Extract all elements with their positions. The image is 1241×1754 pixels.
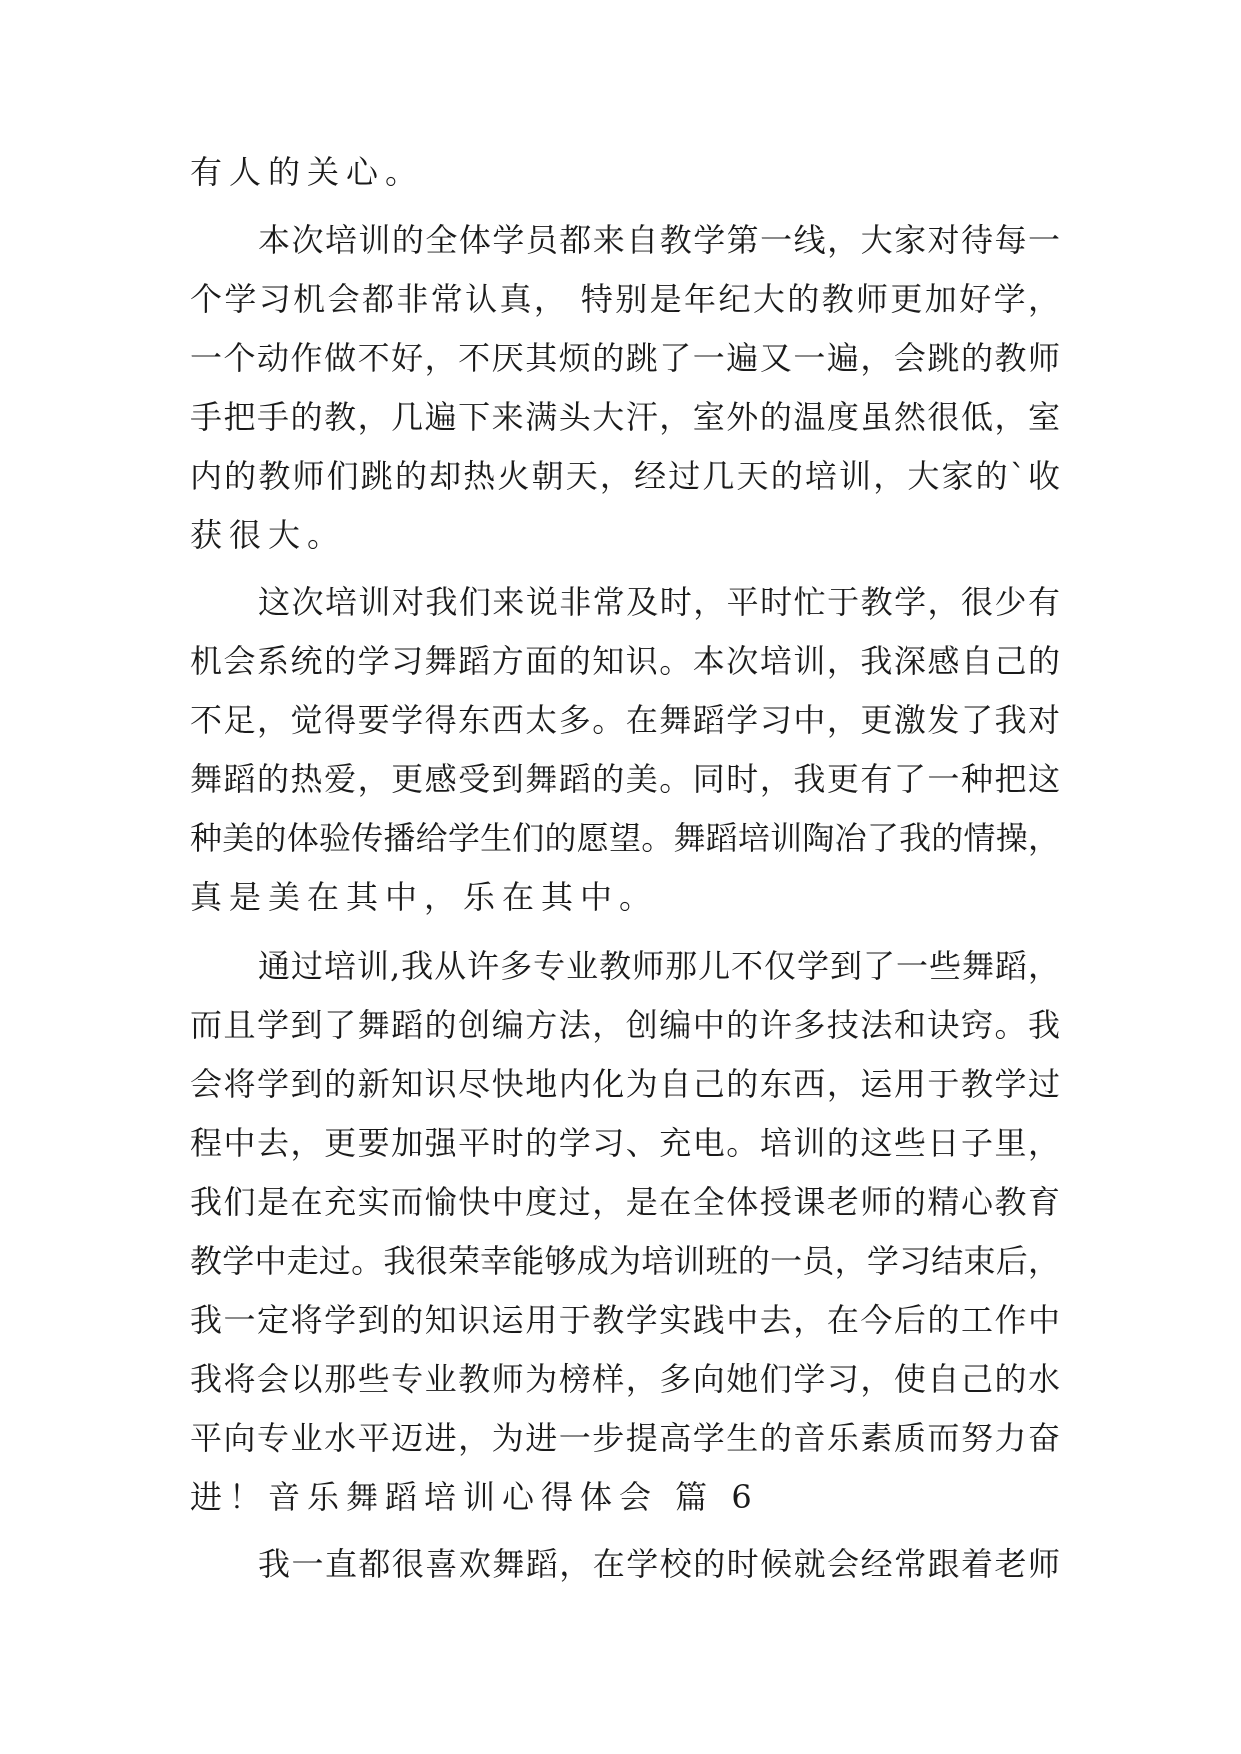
paragraph-start-line: 本次培训的全体学员都来自教学第一线，大家对待每一: [258, 221, 1060, 259]
text-line: 我一定将学到的知识运用于教学实践中去，在今后的工作中: [190, 1301, 1060, 1339]
text-line: 程中去，更要加强平时的学习、充电。培训的这些日子里，: [190, 1124, 1060, 1162]
text-line: 获很大。: [190, 516, 347, 554]
text-line: 手把手的教，几遍下来满头大汗，室外的温度虽然很低，室: [190, 398, 1060, 436]
text-line: 舞蹈的热爱，更感受到舞蹈的美。同时，我更有了一种把这: [190, 760, 1060, 798]
text-line: 机会系统的学习舞蹈方面的知识。本次培训，我深感自己的: [190, 642, 1060, 680]
text-line: 种美的体验传播给学生们的愿望。舞蹈培训陶冶了我的情操，: [190, 819, 1060, 857]
paragraph-start-line: 我一直都很喜欢舞蹈，在学校的时候就会经常跟着老师: [258, 1545, 1060, 1583]
text-line: 我们是在充实而愉快中度过，是在全体授课老师的精心教育: [190, 1183, 1060, 1221]
text-line: 我将会以那些专业教师为榜样，多向她们学习，使自己的水: [190, 1360, 1060, 1398]
paragraph-start-line: 这次培训对我们来说非常及时，平时忙于教学，很少有: [258, 583, 1060, 621]
text-line: 会将学到的新知识尽快地内化为自己的东西，运用于教学过: [190, 1065, 1060, 1103]
text-line: 而且学到了舞蹈的创编方法，创编中的许多技法和诀窍。我: [190, 1006, 1060, 1044]
text-line: 教学中走过。我很荣幸能够成为培训班的一员，学习结束后，: [190, 1242, 1060, 1280]
text-line: 真是美在其中，乐在其中。: [190, 878, 659, 916]
text-line: 不足，觉得要学得东西太多。在舞蹈学习中，更激发了我对: [190, 701, 1060, 739]
section-heading-line: 进！音乐舞蹈培训心得体会 篇 6: [190, 1478, 759, 1516]
text-line: 个学习机会都非常认真， 特别是年纪大的教师更加好学，: [190, 280, 1060, 318]
text-line: 有人的关心。: [190, 153, 425, 191]
paragraph-start-line: 通过培训,我从许多专业教师那儿不仅学到了一些舞蹈，: [258, 947, 1060, 985]
text-line: 平向专业水平迈进，为进一步提高学生的音乐素质而努力奋: [190, 1419, 1060, 1457]
text-line: 一个动作做不好，不厌其烦的跳了一遍又一遍，会跳的教师: [190, 339, 1060, 377]
text-line: 内的教师们跳的却热火朝天，经过几天的培训，大家的`收: [190, 457, 1060, 495]
